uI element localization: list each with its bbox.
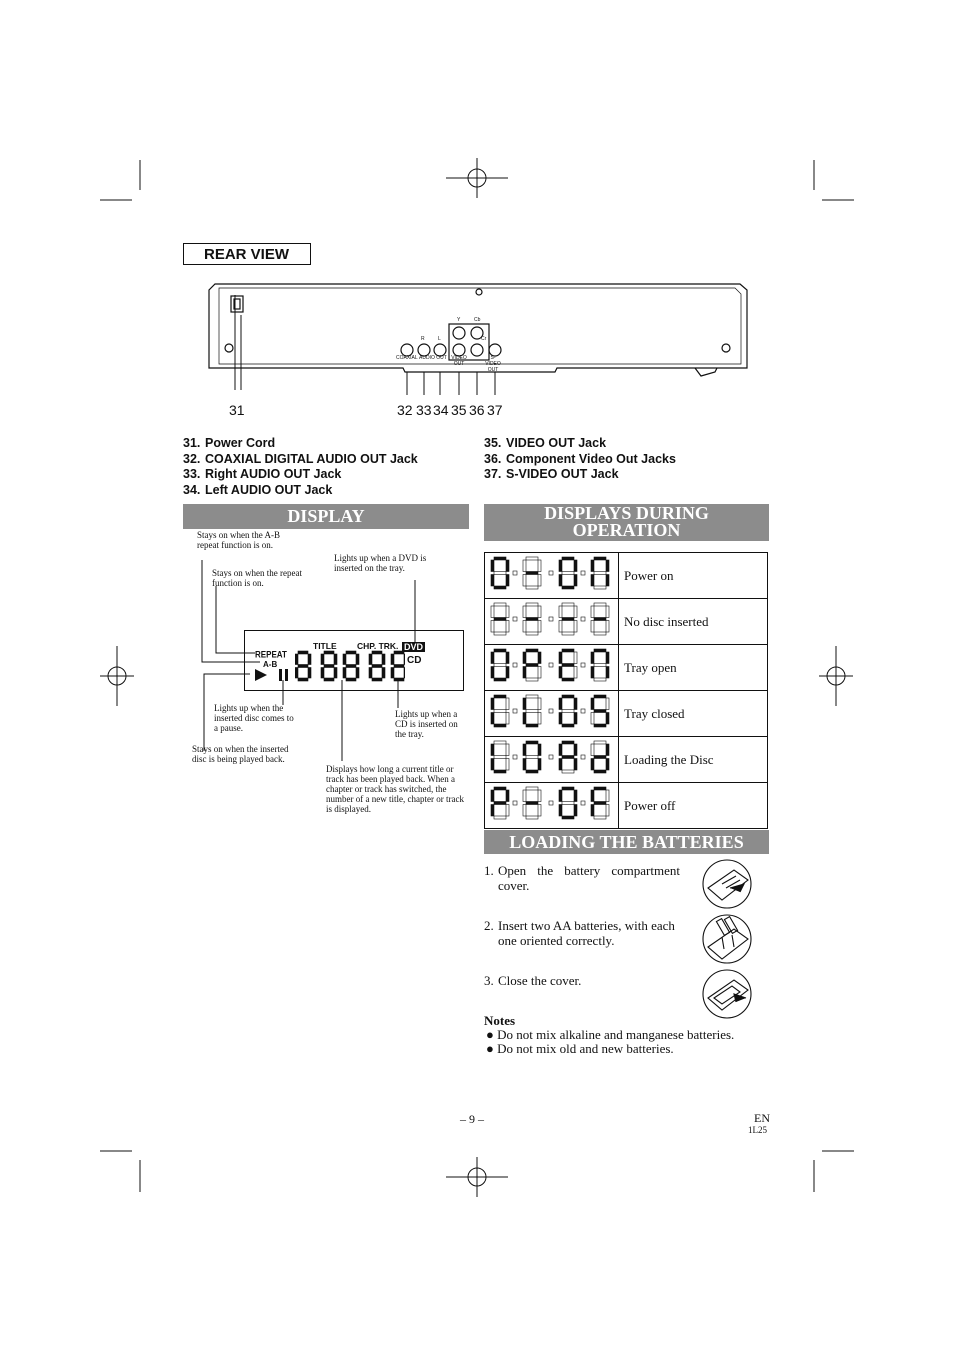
page-number: – 9 – — [460, 1112, 484, 1126]
jack-list-left — [183, 436, 418, 498]
operation-row — [485, 645, 768, 691]
jack-label-audio-out: AUDIO OUT — [419, 355, 447, 361]
dvd-indicator: DVD — [404, 642, 424, 652]
segment-digit — [491, 787, 509, 819]
segment-display-cell — [485, 553, 619, 599]
operation-row — [485, 553, 768, 599]
operation-heading — [484, 504, 769, 541]
segment-display — [485, 599, 615, 639]
segment-separator — [581, 755, 585, 759]
segment-digit — [523, 741, 541, 773]
segment-digit — [559, 649, 577, 681]
segment-digit — [559, 787, 577, 819]
segment-digit — [591, 741, 609, 773]
jack-label-svideo-out: S-VIDEO OUT — [485, 355, 501, 373]
segment-separator — [549, 617, 553, 621]
time-digit — [295, 651, 311, 681]
callout-leader-lines — [225, 290, 515, 405]
time-digit — [369, 651, 385, 681]
cd-indicator: CD — [407, 655, 422, 666]
segment-digit — [523, 787, 541, 819]
segment-digit — [591, 557, 609, 589]
jack-item-31: 31. Power Cord — [183, 436, 276, 450]
jack-item-37: 37. S-VIDEO OUT Jack — [484, 467, 619, 481]
front-display-panel — [244, 630, 464, 691]
note-item-2: ● Do not mix old and new batteries. — [486, 1041, 674, 1056]
jack-item-35: 35. VIDEO OUT Jack — [484, 436, 607, 450]
remote-cover-close-illustration — [700, 968, 754, 1020]
title-indicator: TITLE — [313, 641, 337, 651]
operation-label: Power off — [619, 783, 768, 829]
jack-item-34: 34. Left AUDIO OUT Jack — [183, 482, 333, 497]
segment-display — [485, 783, 615, 823]
callout-34: 34 — [433, 402, 449, 418]
jack-label-l: L — [438, 336, 441, 342]
segment-digit — [491, 649, 509, 681]
segment-digit — [523, 695, 541, 727]
operation-label: Tray open — [619, 645, 768, 691]
callout-33: 33 — [416, 402, 432, 418]
jack-label-cr: Cr — [481, 336, 487, 342]
segment-digit — [559, 557, 577, 589]
operation-row — [485, 737, 768, 783]
pause-icon — [277, 667, 291, 683]
ab-indicator: A-B — [263, 660, 278, 669]
time-digit — [321, 651, 337, 681]
batteries-heading: LOADING THE BATTERIES — [484, 830, 769, 854]
time-digit — [391, 651, 405, 681]
note-item-1: ● Do not mix alkaline and manganese batteries. — [486, 1027, 735, 1042]
callout-32: 32 — [397, 402, 413, 418]
battery-step-3: 3. Close the cover. — [484, 973, 582, 988]
jack-label-cb: Cb — [474, 317, 481, 323]
time-digit-display — [295, 649, 405, 685]
callout-37: 37 — [487, 402, 503, 418]
time-digit — [343, 651, 359, 681]
segment-separator — [581, 709, 585, 713]
segment-display-cell — [485, 737, 619, 783]
segment-separator — [513, 755, 517, 759]
segment-separator — [513, 617, 517, 621]
operation-heading-line2: OPERATION — [572, 520, 681, 540]
callout-31: 31 — [229, 402, 245, 418]
segment-display — [485, 645, 615, 685]
note-pause: Lights up when the inserted disc comes to a pause. — [214, 703, 294, 733]
segment-separator — [513, 571, 517, 575]
segment-separator — [513, 663, 517, 667]
operation-row — [485, 783, 768, 829]
note-cd: Lights up when a CD is inserted on the tray. — [395, 709, 458, 739]
segment-separator — [513, 801, 517, 805]
segment-digit — [559, 603, 577, 635]
note-time: Displays how long a current title or track has been played back. When a chapter or track has switched, the number of a new title, chapter or track is displayed. — [326, 764, 464, 814]
jack-item-32: 32. COAXIAL DIGITAL AUDIO OUT Jack — [183, 451, 418, 466]
jack-label-r: R — [421, 336, 425, 342]
notes-title: Notes — [484, 1013, 516, 1028]
operation-heading-line1: DISPLAYS DURING — [544, 503, 709, 523]
battery-step-1: 1. Open the battery compartment cover. — [484, 863, 680, 893]
jack-label-video-out: VIDEO OUT — [451, 355, 467, 367]
note-ab-repeat: Stays on when the A-B repeat function is on. — [197, 530, 280, 550]
jack-label-y: Y — [457, 317, 461, 323]
model-code: 1L25 — [748, 1125, 767, 1135]
operation-row — [485, 691, 768, 737]
chp-trk-indicator: CHP. TRK. — [357, 641, 399, 651]
note-dvd: Lights up when a DVD is inserted on the tray. — [334, 553, 427, 573]
rear-view-heading: REAR VIEW — [183, 243, 311, 265]
segment-display — [485, 737, 615, 777]
callout-36: 36 — [469, 402, 485, 418]
operation-label: Tray closed — [619, 691, 768, 737]
operation-row — [485, 599, 768, 645]
segment-separator — [549, 709, 553, 713]
segment-digit — [591, 603, 609, 635]
callout-35: 35 — [451, 402, 467, 418]
segment-digit — [491, 741, 509, 773]
segment-separator — [581, 663, 585, 667]
segment-display-cell — [485, 645, 619, 691]
jack-item-36: 36. Component Video Out Jacks — [484, 451, 676, 466]
segment-digit — [491, 557, 509, 589]
operation-table — [484, 552, 768, 829]
segment-digit — [491, 695, 509, 727]
segment-separator — [581, 617, 585, 621]
segment-display — [485, 691, 615, 731]
segment-digit — [523, 603, 541, 635]
note-repeat: Stays on when the repeat function is on. — [212, 568, 302, 588]
segment-display — [485, 553, 615, 593]
segment-digit — [523, 649, 541, 681]
segment-separator — [549, 801, 553, 805]
segment-digit — [491, 603, 509, 635]
segment-digit — [559, 741, 577, 773]
language-code: EN — [754, 1111, 770, 1125]
segment-separator — [549, 755, 553, 759]
operation-label: Loading the Disc — [619, 737, 768, 783]
segment-display-cell — [485, 783, 619, 829]
battery-step-2: 2. Insert two AA batteries, with each one oriented correctly. — [484, 918, 675, 948]
jack-item-33: 33. Right AUDIO OUT Jack — [183, 467, 342, 481]
segment-separator — [581, 801, 585, 805]
segment-separator — [513, 709, 517, 713]
segment-digit — [591, 787, 609, 819]
play-icon — [253, 667, 269, 683]
segment-digit — [591, 649, 609, 681]
battery-insert-illustration — [700, 913, 754, 965]
segment-separator — [549, 571, 553, 575]
segment-digit — [523, 557, 541, 589]
jack-label-coaxial: COAXIAL — [396, 355, 418, 361]
segment-separator — [549, 663, 553, 667]
segment-digit — [559, 695, 577, 727]
jack-list-right — [484, 436, 676, 483]
remote-cover-open-illustration — [700, 858, 754, 910]
repeat-indicator: REPEAT — [255, 649, 287, 660]
display-heading: DISPLAY — [183, 504, 469, 529]
operation-label: No disc inserted — [619, 599, 768, 645]
segment-display-cell — [485, 599, 619, 645]
operation-label: Power on — [619, 553, 768, 599]
note-play: Stays on when the inserted disc is being played back. — [192, 744, 289, 764]
segment-separator — [581, 571, 585, 575]
segment-display-cell — [485, 691, 619, 737]
segment-digit — [591, 695, 609, 727]
